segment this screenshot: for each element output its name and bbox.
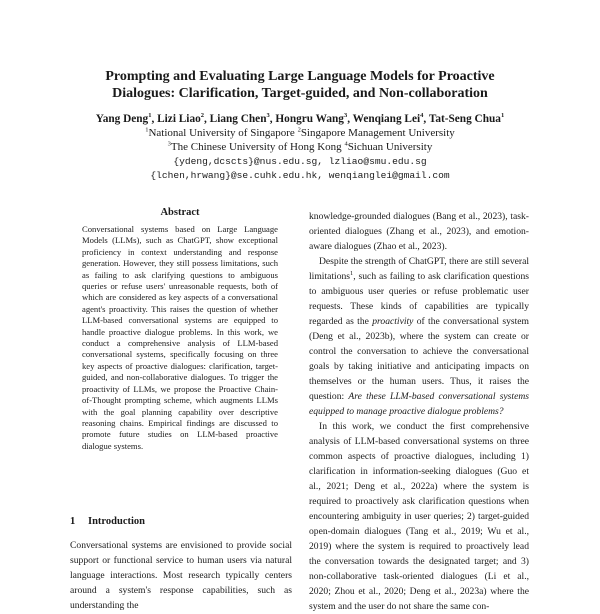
abstract-body: Conversational systems based on Large Language Models (LLMs), such as ChatGPT, show exceptional proficiency in context understanding and response generation. However, they still possess limitations, such as failing to ask clarifying questions to ambiguous queries or refuse users' unreasonable requests, both of which are considered as key aspects of a conversational agent's proactivity. This raises the question of whether LLM-based conversational systems are equipped to handle proactive dialogue problems. In this work, we conduct a comprehensive analysis of LLM-based conversational systems, specifically focusing on three key aspects of proactive dialogues: clarification, target-guided, and non-collaborative dialogues. To trigger the proactivity of LLMs, we propose the Proactive Chain-of-Thought prompting scheme, which augments LLMs with the goal planning capability over descriptive reasoning chains. Empirical findings are discussed to promote future studies on LLM-based proactive dialogue systems.: [82, 224, 278, 451]
paper-title: [60, 68, 540, 102]
footnote-mark: 1: [350, 269, 354, 277]
affiliation: Singapore Management University: [300, 127, 455, 139]
emphasis: proactivity: [372, 316, 414, 327]
paragraph: In this work, we conduct the first comprehensive analysis of LLM-based conversational systems on three common aspects of proactive dialogues, including 1) clarification in information-seeking dialogues (Guo et al., 2021; Deng et al., 2022a) where the system is required to proactively ask clarification questions when encountering ambiguity in user queries; 2) target-guided open-domain dialogues (Tang et al., 2019; Wu et al., 2019) where the system is required to proactively lead the conversation towards the designated target; and 3) non-collaborative task-oriented dialogues (Li et al., 2020; Zhou et al., 2020; Deng et al., 2023a) where the system and the user do not share the same con-: [309, 421, 529, 612]
paper-title-line-2: Dialogues: Clarification, Target-guided, and Non-collaboration: [112, 86, 488, 101]
author-name: Liang Chen: [209, 113, 267, 125]
email-line-2: {lchen,hrwang}@se.cuhk.edu.hk, wenqianglei@gmail.com: [150, 170, 450, 181]
author-affiliation-mark: 3: [343, 112, 348, 120]
section-title: Introduction: [88, 516, 145, 527]
research-question: Are these LLM-based conversational systems equipped to manage proactive dialogue problems?: [309, 391, 529, 417]
affiliation-mark: 2: [297, 126, 301, 134]
affiliation-mark: 4: [344, 140, 348, 148]
email-line-1: {ydeng,dcscts}@nus.edu.sg, lzliao@smu.edu.sg: [173, 156, 427, 167]
text-span: , such as failing to ask clarification questions to ambiguous user queries or refuse problematic user requests. These kinds of capabilities are typically regarded as the: [309, 271, 529, 327]
author-list: Yang Deng$^1$, Lizi Liao$^2$, Liang Chen$^3$, Hongru Wang$^3$, Wenqiang Lei$^4$, Tat-Seng Chua$^1$: [95, 112, 505, 125]
affiliation-mark: 3: [167, 140, 171, 148]
affiliation: The Chinese University of Hong Kong: [170, 141, 342, 153]
author-affiliation-mark: 2: [200, 112, 204, 120]
affiliation: Sichuan University: [347, 141, 433, 153]
paper-title-line-1: Prompting and Evaluating Large Language Models for Proactive: [105, 69, 495, 84]
affiliation-mark: 1: [145, 126, 149, 134]
author-name: Tat-Seng Chua: [428, 113, 501, 125]
author-affiliation-mark: 4: [420, 112, 424, 120]
affiliation-line-1: [40, 126, 560, 140]
introduction-paragraph: Conversational systems are envisioned to provide social support or functional service to human users via natural language interactions. Most research typically centers around a system's response capabilities, such as understanding the: [70, 540, 292, 611]
right-column-text: [309, 209, 529, 614]
abstract-heading: Abstract: [160, 207, 200, 218]
affiliation-line-2: [40, 140, 560, 154]
author-affiliation-mark: 3: [266, 112, 270, 120]
author-name: Hongru Wang: [275, 113, 344, 125]
section-number: 1: [70, 516, 76, 527]
paragraph: knowledge-grounded dialogues (Bang et al., 2023), task-oriented dialogues (Zhang et al., 2023), and emotion-aware dialogues (Zhao et al., 2023).: [309, 211, 529, 252]
paragraph: [309, 254, 529, 419]
affiliation: National University of Singapore: [148, 127, 295, 139]
author-name: Wenqiang Lei: [352, 113, 421, 125]
text-span: Despite the strength of ChatGPT, there are still several limitations: [309, 256, 529, 282]
author-affiliation-mark: 1: [148, 112, 152, 120]
author-affiliation-mark: 1: [500, 112, 505, 120]
section-heading-introduction: [70, 516, 145, 527]
author-name: Yang Deng: [95, 113, 149, 125]
text-span: of the conversational system (Deng et al., 2023b), where the system can create or control the conversation to achieve the conversational goals by taking initiative and anticipating impacts on themselves or the human users. Thus, it raises the question:: [309, 316, 529, 402]
author-name: Lizi Liao: [157, 113, 201, 125]
